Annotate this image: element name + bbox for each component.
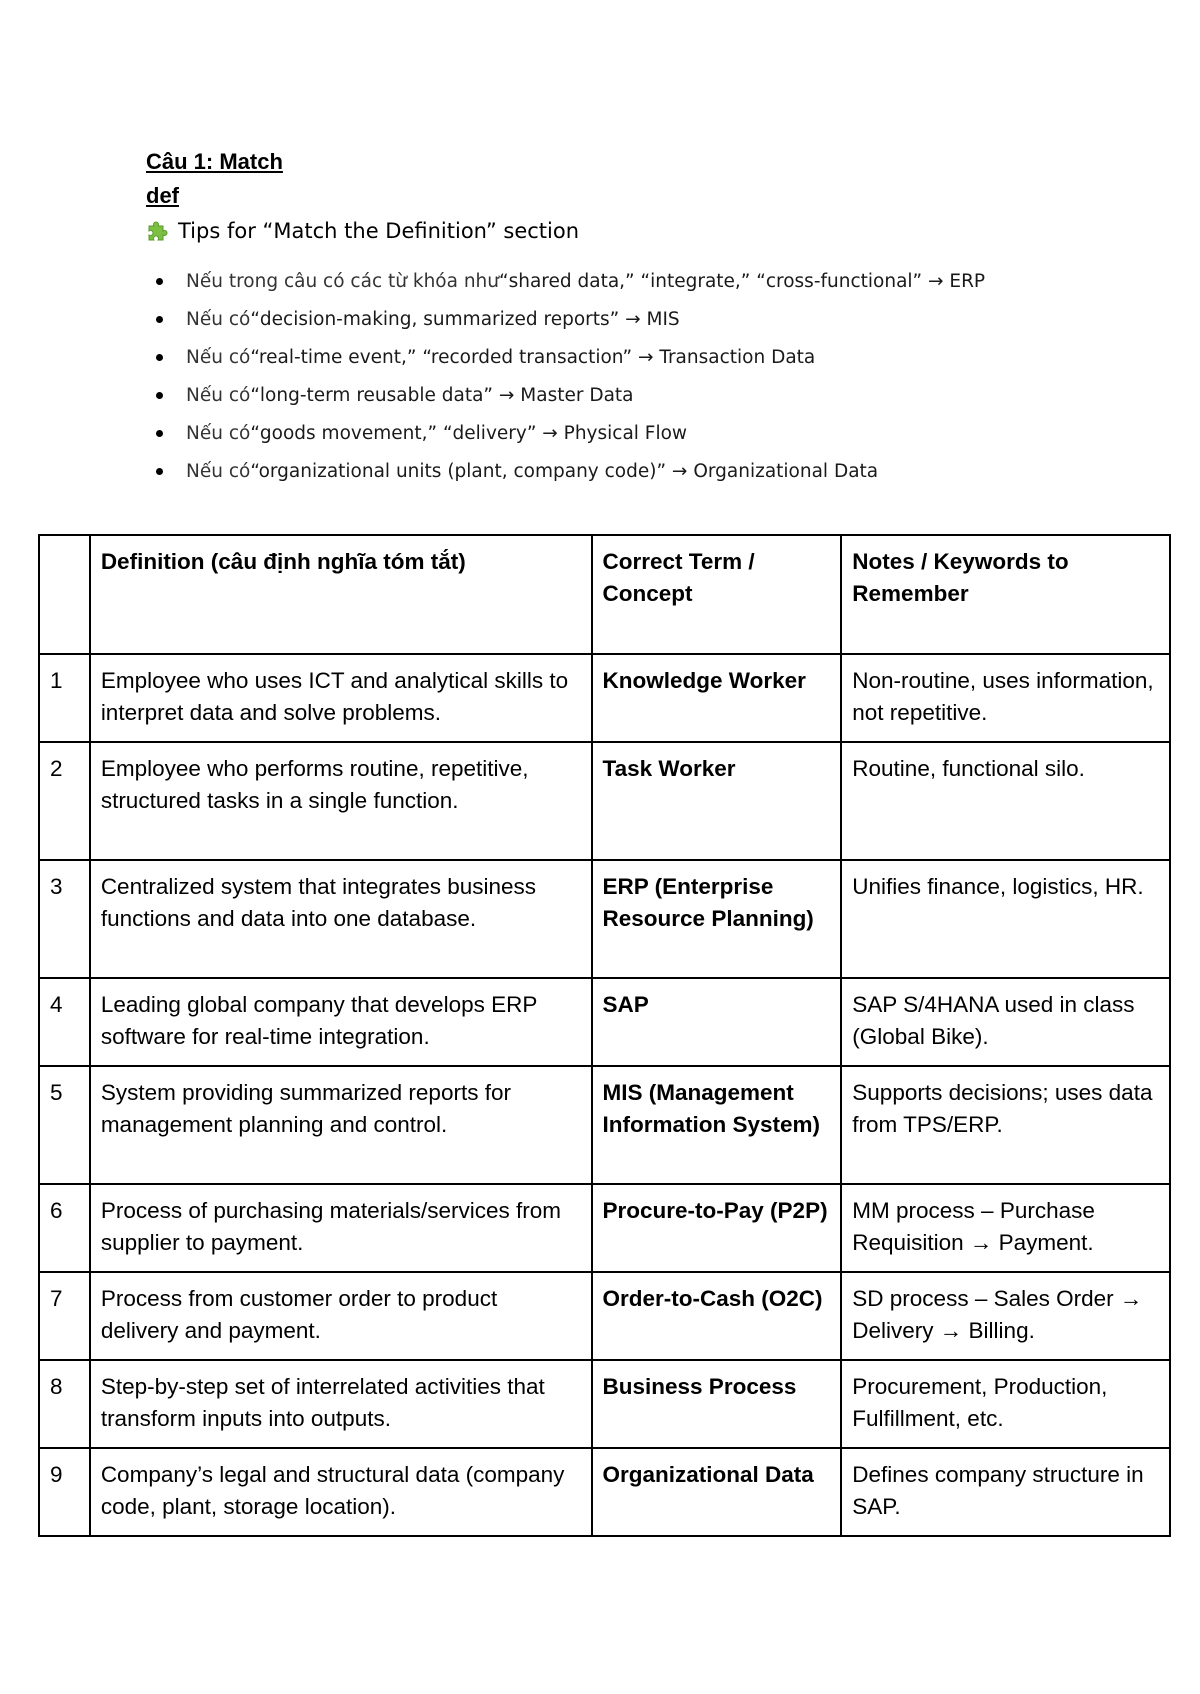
section-heading [146,145,283,213]
row-term: Organizational Data [592,1448,842,1536]
tip-item: Nếu có “organizational units (plant, company code)” → Organizational Data [156,452,985,490]
row-term: Procure-to-Pay (P2P) [592,1184,842,1272]
tip-item: Nếu có “goods movement,” “delivery” → Physical Flow [156,414,985,452]
row-number: 7 [39,1272,90,1360]
bullet-icon [156,354,163,361]
table-header-row [39,535,1170,654]
row-notes: Non-routine, uses information, not repetitive. [841,654,1170,742]
row-number: 3 [39,860,90,978]
tip-item: Nếu có “long-term reusable data” → Master Data [156,376,985,414]
bullet-icon [156,278,163,285]
definition-table [38,534,1171,1537]
row-notes: Defines company structure in SAP. [841,1448,1170,1536]
row-notes: SD process – Sales Order → Delivery → Billing. [841,1272,1170,1360]
row-definition: Employee who performs routine, repetitive, structured tasks in a single function. [90,742,592,860]
row-number: 5 [39,1066,90,1184]
bullet-icon [156,316,163,323]
row-term: Order-to-Cash (O2C) [592,1272,842,1360]
bullet-icon [156,392,163,399]
tip-item: Nếu có “decision-making, summarized reports” → MIS [156,300,985,338]
row-definition: Centralized system that integrates business functions and data into one database. [90,860,592,978]
table-row [39,1448,1170,1536]
row-notes: MM process – Purchase Requisition → Payment. [841,1184,1170,1272]
row-number: 9 [39,1448,90,1536]
header-num [39,535,90,654]
row-term: Business Process [592,1360,842,1448]
table-row [39,742,1170,860]
puzzle-icon [146,220,168,242]
tips-list [156,262,985,490]
table-row [39,860,1170,978]
header-term: Correct Term / Concept [592,535,842,654]
tip-item: Nếu có “real-time event,” “recorded transaction” → Transaction Data [156,338,985,376]
row-number: 1 [39,654,90,742]
row-definition: Company’s legal and structural data (company code, plant, storage location). [90,1448,592,1536]
row-term: Knowledge Worker [592,654,842,742]
table-row [39,1360,1170,1448]
row-number: 6 [39,1184,90,1272]
row-definition: Process from customer order to product delivery and payment. [90,1272,592,1360]
row-number: 2 [39,742,90,860]
row-definition: Step-by-step set of interrelated activities that transform inputs into outputs. [90,1360,592,1448]
row-term: ERP (Enterprise Resource Planning) [592,860,842,978]
row-term: Task Worker [592,742,842,860]
table-row [39,1272,1170,1360]
table-row [39,1066,1170,1184]
row-notes: Procurement, Production, Fulfillment, etc. [841,1360,1170,1448]
row-notes: Supports decisions; uses data from TPS/ERP. [841,1066,1170,1184]
bullet-icon [156,468,163,475]
row-definition: Process of purchasing materials/services from supplier to payment. [90,1184,592,1272]
table-row [39,654,1170,742]
tips-title-text: Tips for “Match the Definition” section [178,219,580,243]
header-notes: Notes / Keywords to Remember [841,535,1170,654]
header-definition: Definition (câu định nghĩa tóm tắt) [90,535,592,654]
row-definition: System providing summarized reports for management planning and control. [90,1066,592,1184]
row-term: SAP [592,978,842,1066]
bullet-icon [156,430,163,437]
tip-item: Nếu trong câu có các từ khóa như “shared data,” “integrate,” “cross-functional” → ERP [156,262,985,300]
row-notes: SAP S/4HANA used in class (Global Bike). [841,978,1170,1066]
table-row [39,978,1170,1066]
heading-line-1: Câu 1: Match [146,149,283,174]
heading-line-2: def [146,183,179,208]
row-number: 4 [39,978,90,1066]
tips-title [146,219,579,243]
row-notes: Unifies finance, logistics, HR. [841,860,1170,978]
row-definition: Employee who uses ICT and analytical skills to interpret data and solve problems. [90,654,592,742]
row-definition: Leading global company that develops ERP software for real-time integration. [90,978,592,1066]
row-number: 8 [39,1360,90,1448]
row-notes: Routine, functional silo. [841,742,1170,860]
table-row [39,1184,1170,1272]
row-term: MIS (Management Information System) [592,1066,842,1184]
